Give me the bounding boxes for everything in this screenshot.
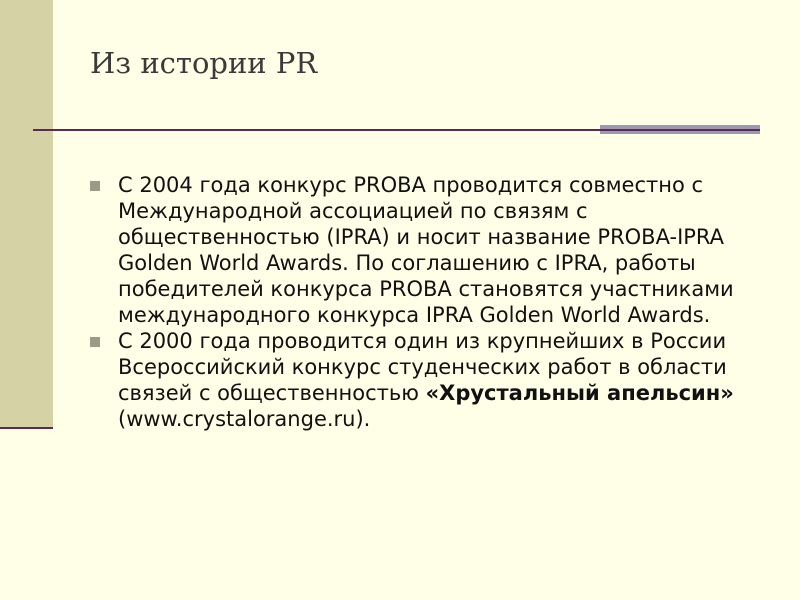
square-bullet-icon — [90, 181, 100, 191]
bullet-item-proba — [88, 172, 768, 328]
bullet-text-after: (www.crystalorange.ru). — [118, 407, 371, 431]
bullet-list — [88, 172, 768, 432]
title-divider-line — [33, 129, 608, 131]
title-divider-block-line — [600, 129, 760, 131]
bullet-text-bold: «Хрустальный апельсин» — [425, 381, 734, 405]
bullet-text-before: С 2000 года проводится один из крупнейших в России Всероссийский конкурс студенческих работ в области связей с общественностью — [118, 329, 727, 405]
square-bullet-icon — [90, 337, 100, 347]
left-bar-accent-line — [0, 427, 53, 429]
bullet-item-crystal-orange — [88, 328, 768, 432]
left-decorative-bar — [0, 0, 53, 428]
bullet-text: С 2004 года конкурс PROBA проводится совместно с Международной ассоциацией по связям с общественностью (IPRA) и носит название PROBA-IPRA Golden World Awards. По соглашению с IPRA, работы победителей конкурса PROBA становятся участниками международного конкурса IPRA Golden World Awards. — [118, 173, 734, 327]
slide-title: Из истории PR — [90, 46, 318, 80]
